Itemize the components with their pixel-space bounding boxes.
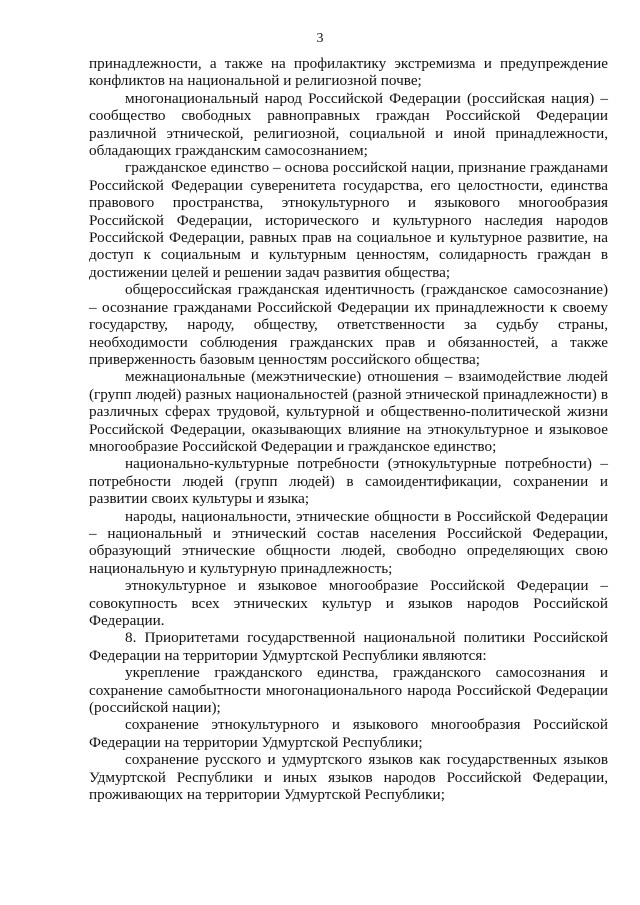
paragraph-cultural-needs: национально-культурные потребности (этнокультурные потребности) – потребности людей (групп людей) в самоидентификации, сохранении и развитии своих культуры и языка; bbox=[89, 455, 608, 508]
paragraph-peoples-nationalities: народы, национальности, этнические общности в Российской Федерации – национальный и этнический состав населения Российской Федерации, образующий этнические общности людей, свободно определяющих свою национальную и культурную принадлежность; bbox=[89, 507, 608, 577]
paragraph-section-8-priorities: 8. Приоритетами государственной национальной политики Российской Федерации на территории Удмуртской Республики являются: bbox=[89, 629, 608, 664]
document-body bbox=[89, 55, 608, 803]
paragraph-priority-languages: сохранение русского и удмуртского языков как государственных языков Удмуртской Республики и иных языков народов Российской Федерации, проживающих на территории Удмуртской Республики; bbox=[89, 751, 608, 804]
paragraph-priority-diversity: сохранение этнокультурного и языкового многообразия Российской Федерации на территории Удмуртской Республики; bbox=[89, 716, 608, 751]
paragraph-civic-identity: общероссийская гражданская идентичность (гражданское самосознание) – осознание гражданами Российской Федерации их принадлежности к своему государству, народу, обществу, ответственности за судьбу страны, необходимости соблюдения гражданских прав и обязанностей, а также приверженность базовым ценностям российского общества; bbox=[89, 281, 608, 368]
page-number: 3 bbox=[316, 31, 324, 46]
paragraph-civic-unity: гражданское единство – основа российской нации, признание гражданами Российской Федерации суверенитета государства, его целостности, единства правового пространства, этнокультурного и языкового многообразия Российской Федерации, исторического и культурного наследия народов Российской Федерации, равных прав на социальное и культурное развитие, на доступ к социальным и культурным ценностям, солидарность граждан в достижении целей и решении задач развития общества; bbox=[89, 159, 608, 281]
paragraph-priority-civic-unity: укрепление гражданского единства, гражданского самосознания и сохранение самобытности многонационального народа Российской Федерации (российской нации); bbox=[89, 664, 608, 717]
paragraph-multinational-people: многонациональный народ Российской Федерации (российская нация) – сообщество свободных равноправных граждан Российской Федерации различной этнической, религиозной, социальной и иной принадлежности, обладающих гражданским самосознанием; bbox=[89, 89, 608, 160]
paragraph-ethnocultural-diversity: этнокультурное и языковое многообразие Российской Федерации – совокупность всех этнических культур и языков народов Российской Федерации. bbox=[89, 577, 608, 629]
paragraph-continuation: принадлежности, а также на профилактику экстремизма и предупреждение конфликтов на национальной и религиозной почве; bbox=[89, 55, 608, 90]
paragraph-interethnic-relations: межнациональные (межэтнические) отношения – взаимодействие людей (групп людей) разных национальностей (разной этнической принадлежности) в различных сферах трудовой, культурной и общественно-политической жизни Российской Федерации, оказывающих влияние на этнокультурное и языковое многообразие Российской Федерации и гражданское единство; bbox=[89, 368, 608, 455]
